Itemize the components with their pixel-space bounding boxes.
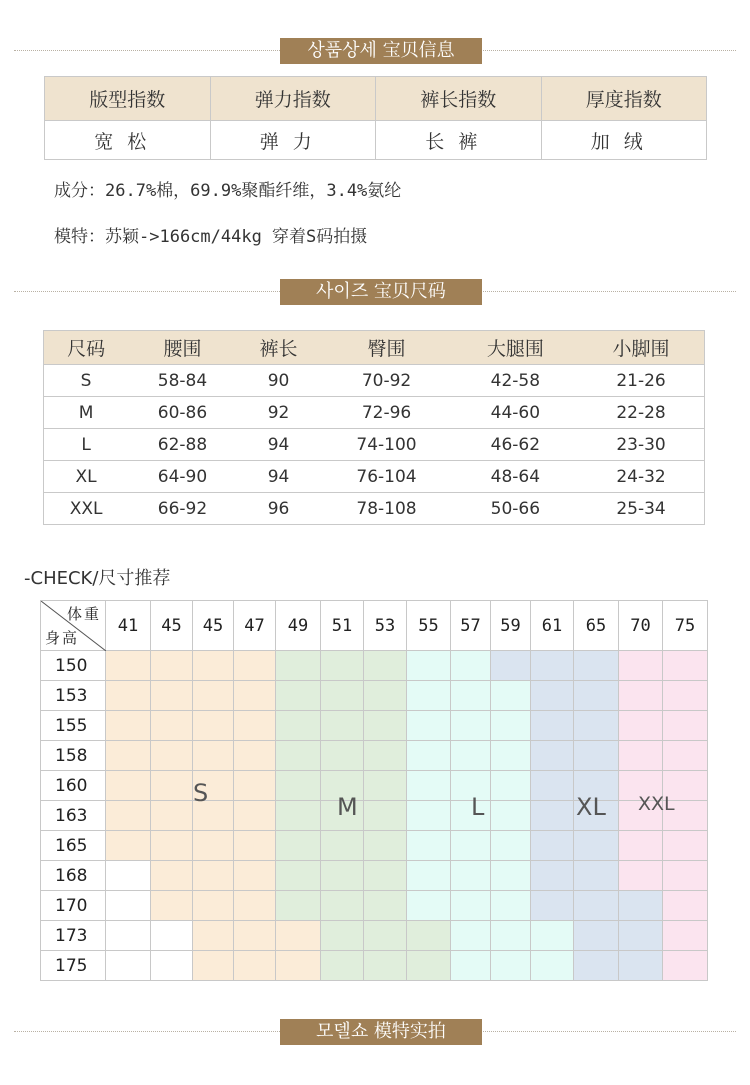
grid-cell-xl	[574, 741, 619, 771]
grid-cell-empty	[106, 891, 151, 921]
size-cell: 78-108	[320, 493, 452, 525]
grid-cell-m	[364, 891, 407, 921]
size-cell: 42-58	[453, 365, 578, 397]
height-label-cell: 165	[41, 831, 106, 861]
size-table-row	[44, 397, 705, 429]
grid-cell-m	[276, 741, 321, 771]
header-cell: 裤长指数	[376, 77, 542, 121]
grid-cell-xxl	[663, 831, 708, 861]
grid-cell-s	[151, 651, 193, 681]
grid-cell-l	[451, 891, 491, 921]
grid-cell-s	[234, 681, 276, 711]
grid-cell-l	[451, 861, 491, 891]
grid-cell-s	[151, 711, 193, 741]
size-table-row	[44, 365, 705, 397]
height-label-cell: 160	[41, 771, 106, 801]
grid-cell-l	[491, 711, 531, 741]
value-cell: 宽松	[45, 121, 211, 160]
grid-cell-xxl	[619, 831, 663, 861]
grid-cell-empty	[106, 921, 151, 951]
grid-cell-xl	[574, 681, 619, 711]
grid-cell-s	[234, 771, 276, 801]
grid-cell-xl	[574, 651, 619, 681]
grid-cell-m	[321, 921, 364, 951]
size-table-header	[44, 331, 705, 365]
size-table-row	[44, 461, 705, 493]
size-cell: 21-26	[578, 365, 704, 397]
grid-cell-xl	[531, 741, 574, 771]
grid-cell-m	[321, 891, 364, 921]
weight-header-cell: 57	[451, 601, 491, 651]
grid-cell-m	[321, 651, 364, 681]
grid-cell-xl	[531, 891, 574, 921]
zone-label-l: L	[471, 793, 485, 821]
grid-cell-s	[234, 831, 276, 861]
grid-cell-xxl	[619, 741, 663, 771]
grid-cell-l	[491, 891, 531, 921]
header-cell: 大腿围	[453, 331, 578, 365]
grid-cell-m	[364, 771, 407, 801]
grid-cell-xl	[491, 651, 531, 681]
grid-cell-l	[491, 921, 531, 951]
size-cell: 48-64	[453, 461, 578, 493]
grid-corner-cell	[41, 601, 106, 651]
grid-cell-s	[193, 951, 234, 981]
grid-cell-m	[364, 801, 407, 831]
size-cell: 46-62	[453, 429, 578, 461]
size-cell: 94	[237, 429, 321, 461]
grid-cell-s	[193, 921, 234, 951]
weight-header-cell: 55	[407, 601, 451, 651]
grid-cell-m	[364, 831, 407, 861]
grid-cell-m	[276, 861, 321, 891]
grid-cell-l	[491, 861, 531, 891]
grid-cell-l	[407, 741, 451, 771]
size-cell: L	[44, 429, 129, 461]
grid-cell-m	[276, 891, 321, 921]
grid-cell-xxl	[663, 741, 708, 771]
grid-cell-s	[106, 681, 151, 711]
grid-cell-m	[364, 951, 407, 981]
grid-cell-m	[276, 651, 321, 681]
corner-height-label: 身高	[45, 629, 80, 647]
grid-cell-m	[276, 771, 321, 801]
grid-cell-m	[276, 801, 321, 831]
grid-cell-s	[151, 891, 193, 921]
size-table-row	[44, 493, 705, 525]
size-cell: 24-32	[578, 461, 704, 493]
grid-cell-m	[321, 951, 364, 981]
grid-cell-s	[151, 801, 193, 831]
grid-cell-l	[491, 801, 531, 831]
size-cell: 62-88	[128, 429, 237, 461]
size-recommendation-grid	[40, 600, 708, 981]
grid-cell-s	[151, 831, 193, 861]
size-cell: 44-60	[453, 397, 578, 429]
weight-header-cell: 53	[364, 601, 407, 651]
size-cell: 64-90	[128, 461, 237, 493]
size-cell: 66-92	[128, 493, 237, 525]
weight-header-cell: 45	[193, 601, 234, 651]
zone-label-m: M	[337, 793, 358, 821]
weight-header-cell: 59	[491, 601, 531, 651]
grid-cell-xxl	[663, 651, 708, 681]
zone-label-s: S	[193, 779, 209, 807]
size-cell: S	[44, 365, 129, 397]
value-cell: 弹力	[210, 121, 376, 160]
grid-cell-m	[364, 861, 407, 891]
banner-label: 모델쇼 模特实拍	[280, 1019, 482, 1045]
grid-cell-s	[106, 801, 151, 831]
grid-cell-xxl	[619, 681, 663, 711]
grid-cell-empty	[106, 951, 151, 981]
header-cell: 小脚围	[578, 331, 704, 365]
grid-cell-l	[451, 711, 491, 741]
header-cell: 版型指数	[45, 77, 211, 121]
grid-cell-s	[234, 921, 276, 951]
grid-cell-l	[531, 921, 574, 951]
size-cell: 60-86	[128, 397, 237, 429]
grid-cell-s	[151, 861, 193, 891]
grid-cell-xl	[531, 651, 574, 681]
size-cell: 58-84	[128, 365, 237, 397]
grid-cell-l	[451, 951, 491, 981]
weight-header-cell: 51	[321, 601, 364, 651]
size-cell: 74-100	[320, 429, 452, 461]
height-label-cell: 163	[41, 801, 106, 831]
height-label-cell: 155	[41, 711, 106, 741]
grid-cell-s	[234, 951, 276, 981]
grid-cell-m	[321, 831, 364, 861]
size-cell: 22-28	[578, 397, 704, 429]
grid-cell-xl	[574, 711, 619, 741]
grid-cell-m	[407, 921, 451, 951]
grid-cell-m	[321, 681, 364, 711]
grid-cell-xl	[619, 891, 663, 921]
size-cell: 90	[237, 365, 321, 397]
size-cell: 70-92	[320, 365, 452, 397]
grid-cell-l	[451, 741, 491, 771]
grid-cell-s	[234, 861, 276, 891]
grid-cell-s	[234, 711, 276, 741]
grid-cell-l	[491, 831, 531, 861]
header-cell: 臀围	[320, 331, 452, 365]
grid-cell-empty	[151, 921, 193, 951]
grid-cell-s	[193, 861, 234, 891]
grid-cell-l	[491, 771, 531, 801]
grid-cell-s	[234, 801, 276, 831]
grid-cell-l	[531, 951, 574, 981]
banner-label: 상품상세 宝贝信息	[280, 38, 482, 64]
grid-cell-l	[407, 711, 451, 741]
grid-cell-xxl	[663, 681, 708, 711]
value-cell: 加绒	[541, 121, 707, 160]
grid-cell-s	[106, 711, 151, 741]
height-label-cell: 175	[41, 951, 106, 981]
weight-header-cell: 49	[276, 601, 321, 651]
grid-cell-xl	[574, 831, 619, 861]
weight-header-cell: 47	[234, 601, 276, 651]
grid-cell-l	[407, 681, 451, 711]
grid-cell-xl	[531, 861, 574, 891]
weight-header-cell: 45	[151, 601, 193, 651]
grid-cell-m	[407, 951, 451, 981]
size-cell: 23-30	[578, 429, 704, 461]
header-cell: 腰围	[128, 331, 237, 365]
grid-cell-l	[407, 651, 451, 681]
grid-cell-l	[451, 831, 491, 861]
grid-cell-l	[407, 861, 451, 891]
zone-label-xl: XL	[576, 793, 606, 821]
height-label-cell: 168	[41, 861, 106, 891]
grid-cell-s	[151, 771, 193, 801]
grid-cell-xxl	[619, 711, 663, 741]
grid-cell-s	[193, 891, 234, 921]
section-banner-product-info	[14, 38, 736, 64]
grid-cell-m	[276, 711, 321, 741]
grid-cell-m	[276, 681, 321, 711]
grid-cell-l	[491, 681, 531, 711]
size-cell: 72-96	[320, 397, 452, 429]
grid-cell-xl	[531, 831, 574, 861]
size-cell: XL	[44, 461, 129, 493]
grid-cell-s	[151, 681, 193, 711]
weight-header-cell: 65	[574, 601, 619, 651]
grid-cell-l	[407, 801, 451, 831]
grid-cell-m	[321, 861, 364, 891]
grid-cell-xl	[531, 801, 574, 831]
size-table-row	[44, 429, 705, 461]
size-cell: 94	[237, 461, 321, 493]
grid-cell-s	[106, 741, 151, 771]
section-banner-size	[14, 279, 736, 305]
check-title: -CHECK/尺寸推荐	[24, 568, 171, 589]
header-cell: 厚度指数	[541, 77, 707, 121]
grid-cell-l	[451, 651, 491, 681]
banner-label: 사이즈 宝贝尺码	[280, 279, 482, 305]
grid-cell-l	[491, 951, 531, 981]
corner-weight-label: 体重	[66, 605, 101, 623]
grid-cell-l	[491, 741, 531, 771]
grid-cell-s	[193, 651, 234, 681]
grid-cell-xxl	[619, 861, 663, 891]
grid-cell-xl	[574, 891, 619, 921]
grid-cell-xxl	[663, 711, 708, 741]
grid-cell-s	[234, 651, 276, 681]
header-cell: 弹力指数	[210, 77, 376, 121]
model-text: 模特：苏颖->166cm/44kg 穿着S码拍摄	[54, 227, 368, 247]
size-cell: M	[44, 397, 129, 429]
height-label-cell: 158	[41, 741, 106, 771]
grid-cell-s	[234, 891, 276, 921]
index-table-header	[45, 77, 707, 121]
height-label-cell: 150	[41, 651, 106, 681]
size-cell: XXL	[44, 493, 129, 525]
grid-cell-l	[407, 771, 451, 801]
height-label-cell: 173	[41, 921, 106, 951]
weight-header-cell: 61	[531, 601, 574, 651]
value-cell: 长裤	[376, 121, 542, 160]
grid-cell-m	[364, 741, 407, 771]
size-table	[43, 330, 705, 525]
grid-cell-s	[106, 771, 151, 801]
grid-cell-s	[106, 651, 151, 681]
grid-cell-s	[151, 741, 193, 771]
zone-label-xxl: XXL	[638, 793, 675, 815]
grid-cell-m	[321, 741, 364, 771]
size-cell: 50-66	[453, 493, 578, 525]
size-cell: 92	[237, 397, 321, 429]
section-banner-model-show	[14, 1019, 736, 1045]
index-table	[44, 76, 707, 160]
grid-cell-xxl	[663, 861, 708, 891]
grid-cell-xl	[619, 921, 663, 951]
header-cell: 尺码	[44, 331, 129, 365]
grid-cell-xl	[619, 951, 663, 981]
grid-cell-xl	[531, 711, 574, 741]
size-cell: 76-104	[320, 461, 452, 493]
grid-cell-xxl	[619, 651, 663, 681]
grid-cell-xl	[574, 921, 619, 951]
grid-cell-s	[276, 951, 321, 981]
grid-cell-xxl	[663, 921, 708, 951]
grid-cell-m	[276, 831, 321, 861]
index-table-values	[45, 121, 707, 160]
size-cell: 96	[237, 493, 321, 525]
grid-cell-empty	[106, 861, 151, 891]
header-cell: 裤长	[237, 331, 321, 365]
grid-cell-l	[451, 921, 491, 951]
grid-cell-l	[451, 681, 491, 711]
grid-cell-xxl	[663, 891, 708, 921]
height-label-cell: 170	[41, 891, 106, 921]
size-cell: 25-34	[578, 493, 704, 525]
grid-cell-s	[193, 681, 234, 711]
grid-cell-s	[193, 831, 234, 861]
grid-cell-xl	[574, 951, 619, 981]
grid-cell-s	[193, 711, 234, 741]
grid-cell-l	[407, 891, 451, 921]
grid-cell-xxl	[663, 951, 708, 981]
weight-header-cell: 70	[619, 601, 663, 651]
grid-cell-m	[364, 651, 407, 681]
grid-cell-s	[106, 831, 151, 861]
grid-cell-m	[364, 681, 407, 711]
weight-header-cell: 41	[106, 601, 151, 651]
grid-cell-xl	[531, 771, 574, 801]
grid-cell-m	[321, 711, 364, 741]
grid-cell-xl	[574, 861, 619, 891]
grid-cell-m	[364, 921, 407, 951]
grid-cell-s	[193, 741, 234, 771]
grid-cell-s	[276, 921, 321, 951]
composition-text: 成分：26.7%棉，69.9%聚酯纤维，3.4%氨纶	[54, 181, 402, 201]
grid-cell-l	[407, 831, 451, 861]
grid-cell-s	[234, 741, 276, 771]
grid-cell-m	[364, 711, 407, 741]
weight-header-cell: 75	[663, 601, 708, 651]
grid-cell-empty	[151, 951, 193, 981]
grid-cell-xl	[531, 681, 574, 711]
height-label-cell: 153	[41, 681, 106, 711]
